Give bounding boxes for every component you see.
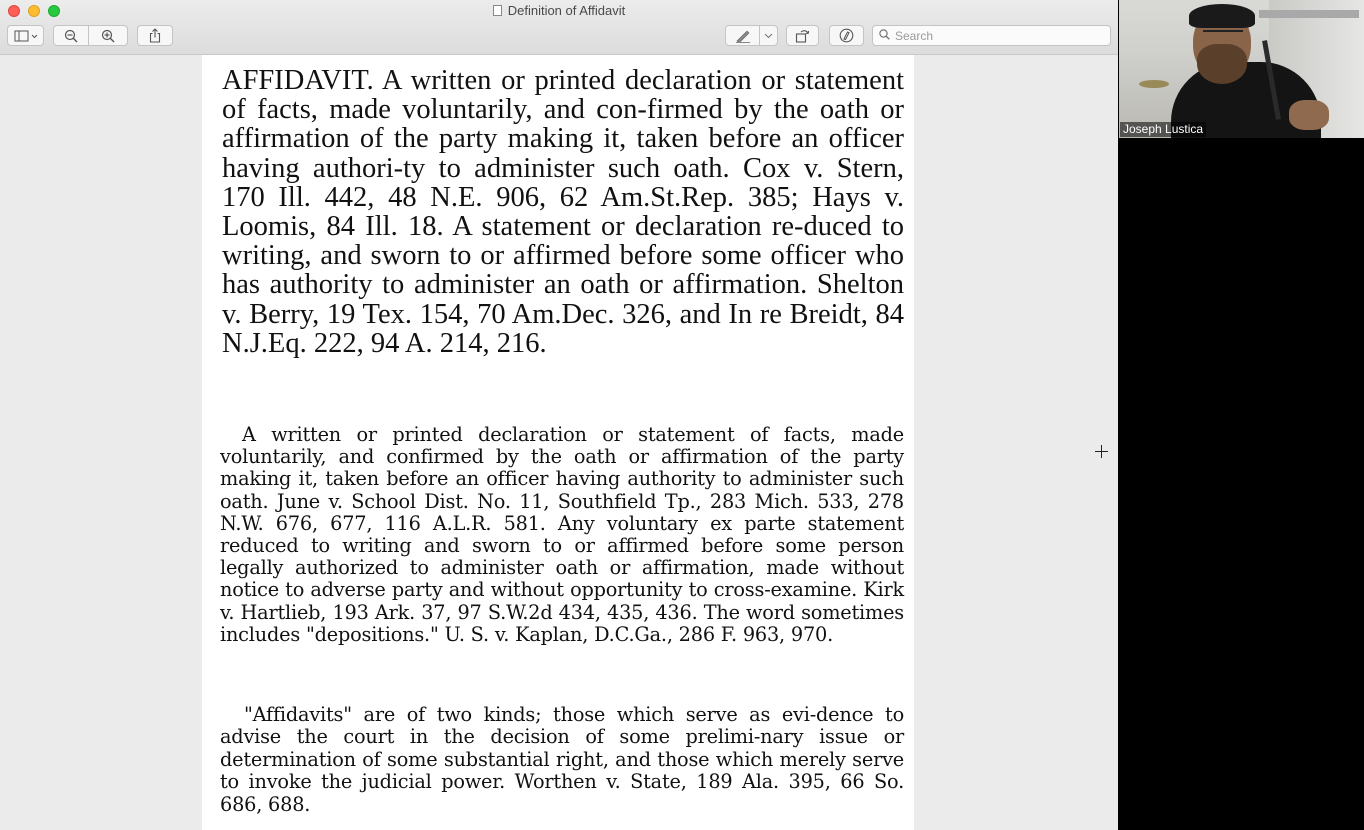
share-button[interactable] xyxy=(137,25,173,46)
crosshair-cursor-icon xyxy=(1095,445,1108,458)
participant-hand xyxy=(1289,100,1329,130)
window-title-text: Definition of Affidavit xyxy=(507,3,626,18)
zoom-in-icon xyxy=(101,29,115,43)
title-bar xyxy=(0,0,1118,55)
rotate-icon xyxy=(795,28,810,43)
document-viewport[interactable] xyxy=(0,55,1118,830)
chevron-down-icon xyxy=(764,33,773,39)
participant-beard xyxy=(1197,44,1247,84)
sidebar-toggle-button[interactable] xyxy=(7,25,44,46)
document-icon xyxy=(493,5,502,16)
participant-video-tile[interactable] xyxy=(1119,0,1364,138)
video-call-panel xyxy=(1118,0,1364,830)
zoom-out-button[interactable] xyxy=(53,25,89,46)
video-shelf xyxy=(1259,10,1359,18)
search-input[interactable] xyxy=(895,29,1095,43)
participant-glasses xyxy=(1203,30,1243,40)
zoom-in-button[interactable] xyxy=(88,25,128,46)
annotate-icon xyxy=(839,28,854,43)
pen-icon xyxy=(735,29,751,43)
markup-dropdown-button[interactable] xyxy=(759,25,778,46)
definition-paragraph-2: A written or printed declaration or statement of facts, made voluntarily, and confirmed by the oath or affirmation of the party making it, taken before an officer having authority to administer such oath. June v. School Dist. No. 11, Southfield Tp., 283 Mich. 533, 278 N.W. 676, 677, 116 A.L.R. 581. Any voluntary ex parte statement reduced to writing and sworn to or affirmed before some person legally authorized to administer oath or affirmation, made without notice to adverse party and without opportunity to cross-examine. Kirk v. Hartlieb, 193 Ark. 37, 97 S.W.2d 434, 435, 436. The word sometimes includes "depositions." U. S. v. Kaplan, D.C.Ga., 286 F. 963, 970. xyxy=(220,423,904,646)
search-icon xyxy=(879,29,890,43)
video-cymbal xyxy=(1139,80,1169,88)
definition-paragraph-3: "Affidavits" are of two kinds; those which serve as evi-dence to advise the court in the decision of some prelimi-nary issue or determination of some substantial right, and those which merely serve to invoke the judicial power. Worthen v. State, 189 Ala. 395, 66 So. 686, 688. xyxy=(220,703,904,816)
rotate-button[interactable] xyxy=(786,25,819,46)
document-page xyxy=(202,55,914,830)
definition-paragraph-1: AFFIDAVIT. A written or printed declaration or statement of facts, made voluntarily, and con-firmed by the oath or affirmation of the party making it, taken before an officer having authori-ty to administer such oath. Cox v. Stern, 170 Ill. 442, 48 N.E. 906, 62 Am.St.Rep. 385; Hays v. Loomis, 84 Ill. 18. A statement or declaration re-duced to writing, and sworn to or affirmed before some officer who has authority to administer an oath or affirmation. Shelton v. Berry, 19 Tex. 154, 70 Am.Dec. 326, and In re Breidt, 84 N.J.Eq. 222, 94 A. 214, 216. xyxy=(222,65,904,359)
markup-button[interactable] xyxy=(725,25,760,46)
participant-cap xyxy=(1189,4,1255,28)
window-title xyxy=(0,3,1118,18)
sidebar-icon xyxy=(14,30,38,42)
participant-name-label: Joseph Lustica xyxy=(1120,122,1206,137)
share-icon xyxy=(149,28,161,43)
annotate-button[interactable] xyxy=(829,25,864,46)
zoom-out-icon xyxy=(64,29,78,43)
search-field[interactable] xyxy=(872,25,1111,46)
